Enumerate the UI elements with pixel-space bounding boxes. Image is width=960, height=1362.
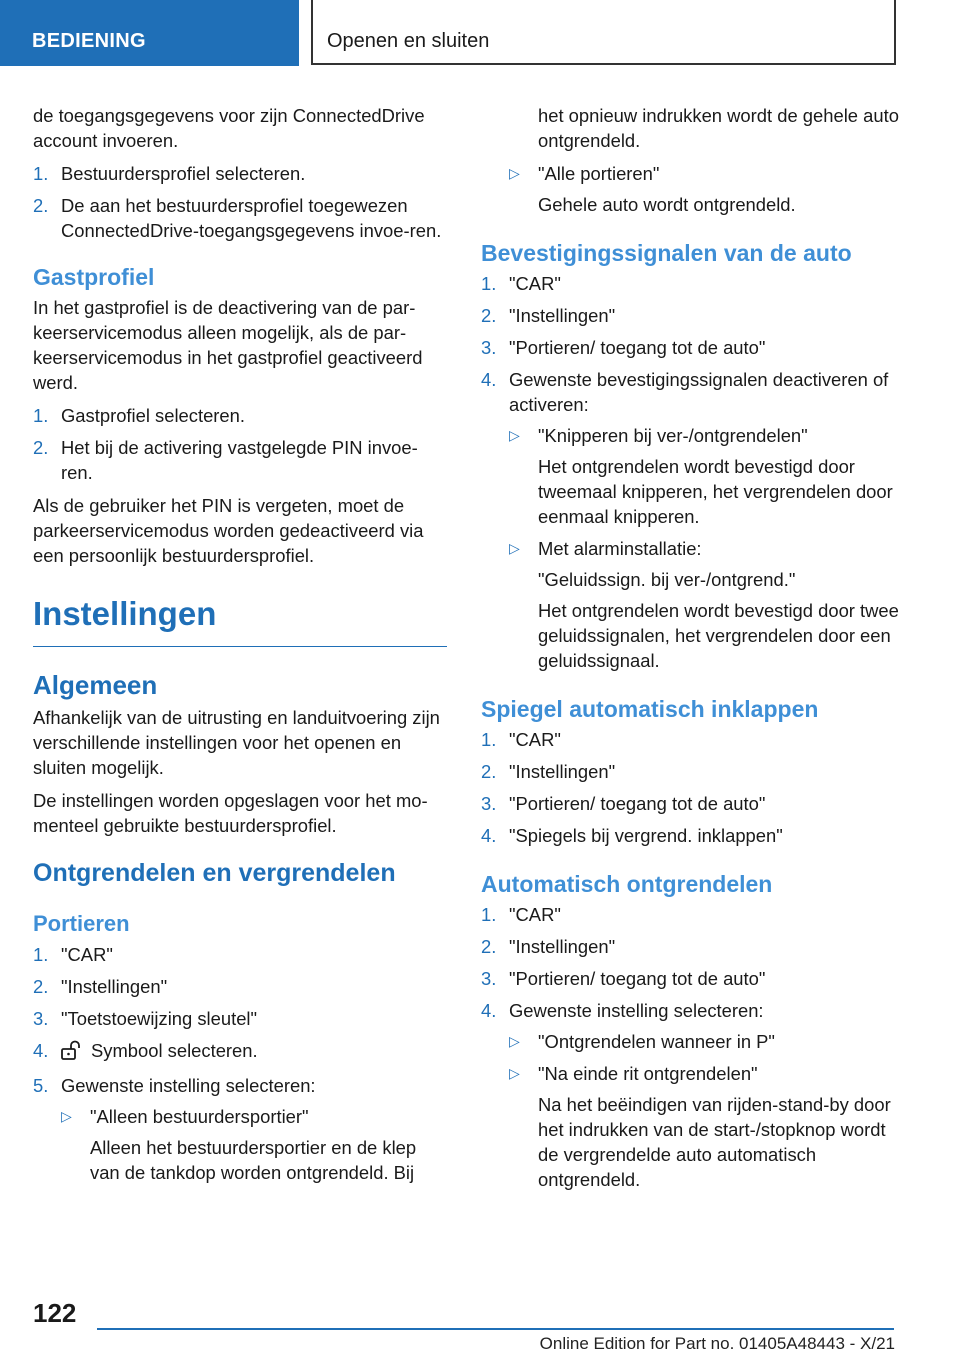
continued-text: het opnieuw indrukken wordt de gehele auto ontgrendeld. [538, 105, 899, 151]
list-guest-steps [33, 403, 447, 485]
list-item: 2. De aan het bestuurdersprofiel toegewezen ConnectedDrive-toegangsgegevens invoe-ren. [33, 195, 442, 241]
list-confirm-steps [481, 271, 901, 673]
list-item: 1. "CAR" [33, 944, 113, 965]
list-doors-steps [33, 942, 447, 1185]
list-item: 3. "Portieren/ toegang tot de auto" [481, 793, 766, 814]
option-item: ▷ "Knipperen bij ver-/ontgrendelen" Het ontgrendelen wordt bevestigd door tweemaal knipperen, het vergrendelen door eenmaal knipperen. [509, 425, 893, 527]
list-item: 5. Gewenste instelling selecteren: ▷ "Alleen bestuurdersportier" Alleen het bestuurdersportier en de klep van de tankdop worden ontgrendeld. Bij [33, 1073, 447, 1185]
general-text-1: Afhankelijk van de uitrusting en landuitvoering zijn verschillende instellingen voor het openen en sluiten mogelijk. [33, 707, 440, 778]
left-column [33, 103, 447, 1193]
right-column [481, 103, 901, 1200]
list-item: 1. "CAR" [481, 904, 561, 925]
list-auto-steps [481, 902, 901, 1192]
guest-text: In het gastprofiel is de deactivering van de par-keerservicemodus alleen mogelijk, als de par-keerservicemodus in het gastprofiel geactiveerd werd. [33, 297, 423, 393]
list-item: 2. "Instellingen" [481, 936, 616, 957]
chapter-title: Openen en sluiten [311, 0, 896, 65]
triangle-bullet-icon: ▷ [509, 1033, 520, 1049]
list-item: 1. Bestuurdersprofiel selecteren. [33, 163, 306, 184]
heading-confirmation-signals: Bevestigingssignalen van de auto [481, 240, 852, 266]
guest-note: Als de gebruiker het PIN is vergeten, moet de parkeerservicemodus worden gedeactiveerd via een persoonlijk bestuurdersprofiel. [33, 495, 424, 566]
lock-icon [61, 1040, 83, 1066]
triangle-bullet-icon: ▷ [61, 1108, 72, 1124]
general-text-2: De instellingen worden opgeslagen voor het mo-menteel gebruikte bestuurdersprofiel. [33, 790, 428, 836]
triangle-bullet-icon: ▷ [509, 1065, 520, 1081]
option-item: ▷ "Na einde rit ontgrendelen" Na het beëindigen van rijden-stand-by door het indrukken van de start-/stopknop wordt de vergrendelde auto automatisch ontgrendeld. [509, 1063, 891, 1190]
page-header [0, 0, 960, 66]
list-profile-steps [33, 161, 447, 243]
footer-edition: Online Edition for Part no. 01405A48443 - X/21 [539, 1334, 895, 1353]
heading-guest-profile: Gastprofiel [33, 264, 155, 290]
option-item: ▷ "Ontgrendelen wanneer in P" [509, 1031, 775, 1052]
triangle-bullet-icon: ▷ [509, 427, 520, 443]
heading-general: Algemeen [33, 670, 158, 700]
list-item: 2. "Instellingen" [481, 761, 616, 782]
list-item: 1. "CAR" [481, 273, 561, 294]
list-item: 4. Gewenste bevestigingssignalen deactiveren of activeren: ▷ "Knipperen bij ver-/ontgrendelen" Het ontgrendelen wordt bevestigd door tweemaal knipperen, het vergrendelen door eenmaal knipperen. ▷ Met alarminstallatie: "Geluidssign. bij ver-/ontgrend." Het ontgrendelen wordt bevestigd door twee geluidssignalen, het vergrendelen door een geluidssignaal. [481, 367, 901, 673]
list-item: 3. "Portieren/ toegang tot de auto" [481, 968, 766, 989]
option-item: ▷ "Alle portieren" Gehele auto wordt ontgrendeld. [509, 163, 796, 215]
list-item: 3. "Toetstoewijzing sleutel" [33, 1008, 258, 1029]
list-item: 4. Symbool selecteren. [33, 1038, 447, 1066]
section-tab: BEDIENING [0, 0, 299, 66]
list-item: 1. "CAR" [481, 729, 561, 750]
list-mirror-steps [481, 727, 901, 848]
triangle-bullet-icon: ▷ [509, 165, 520, 181]
option-item: ▷ "Alleen bestuurdersportier" Alleen het bestuurdersportier en de klep van de tankdop worden ontgrendeld. Bij [61, 1106, 417, 1183]
page-number: 122 [33, 1298, 77, 1328]
heading-unlock-lock: Ontgrendelen en vergrendelen [33, 859, 396, 887]
list-item: 3. "Portieren/ toegang tot de auto" [481, 337, 766, 358]
intro-text: de toegangsgegevens voor zijn ConnectedDrive account invoeren. [33, 105, 425, 151]
list-item: 2. "Instellingen" [481, 305, 616, 326]
heading-settings: Instellingen [33, 594, 447, 647]
list-item: 2. Het bij de activering vastgelegde PIN invoe-ren. [33, 437, 418, 483]
option-item: ▷ Met alarminstallatie: "Geluidssign. bij ver-/ontgrend." Het ontgrendelen wordt bevestigd door twee geluidssignalen, het vergrendelen door een geluidssignaal. [509, 538, 899, 671]
list-item: 2. "Instellingen" [33, 976, 168, 997]
list-item: 1. Gastprofiel selecteren. [33, 405, 245, 426]
heading-doors: Portieren [33, 911, 130, 936]
footer-divider [97, 1328, 894, 1330]
heading-auto-unlock: Automatisch ontgrendelen [481, 871, 773, 897]
triangle-bullet-icon: ▷ [509, 540, 520, 556]
heading-mirror-fold: Spiegel automatisch inklappen [481, 696, 819, 722]
list-item: 4. "Spiegels bij vergrend. inklappen" [481, 825, 783, 846]
list-item: 4. Gewenste instelling selecteren: ▷ "Ontgrendelen wanneer in P" ▷ "Na einde rit ontgrendelen" Na het beëindigen van rijden-stand-by door het indrukken van de start-/stopknop wordt de vergrendelde auto automatisch ontgrendeld. [481, 998, 901, 1192]
